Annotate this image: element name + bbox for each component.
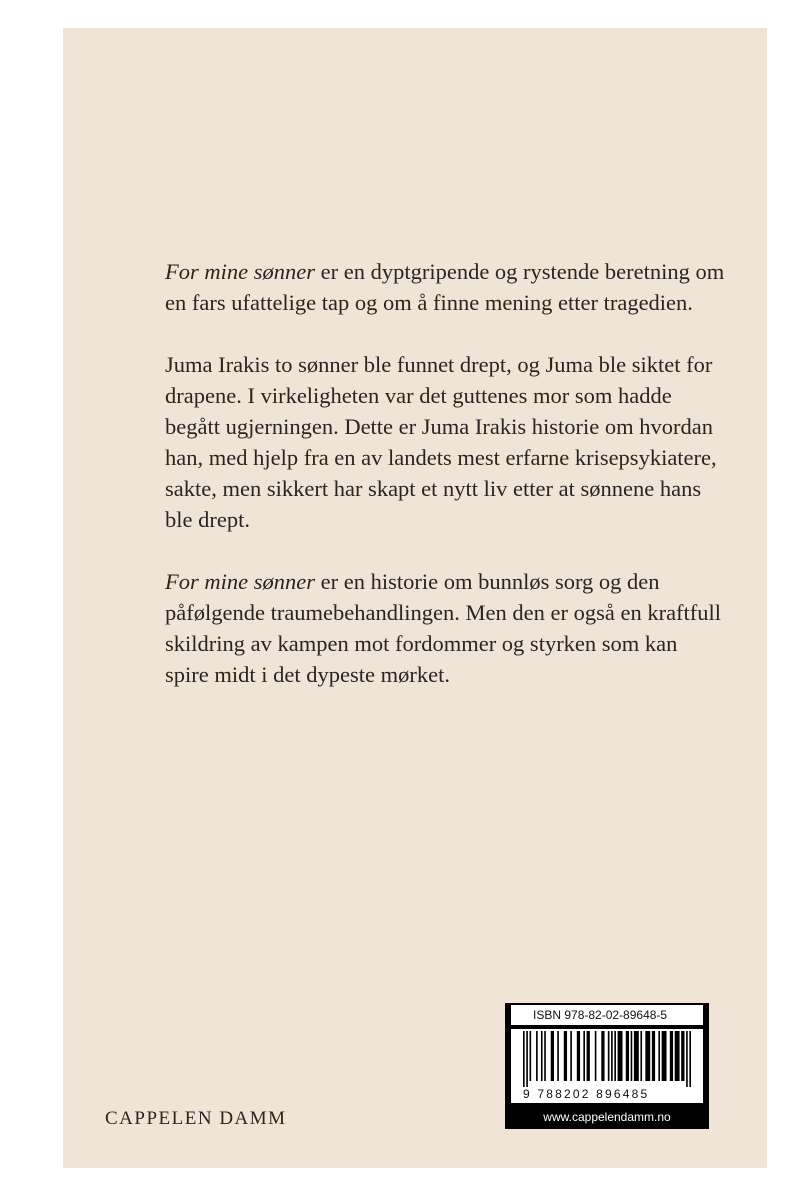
barcode-bar [611, 1031, 613, 1081]
barcode-bar [614, 1031, 616, 1081]
barcode-bar [541, 1031, 543, 1081]
barcode-bar [626, 1031, 629, 1081]
barcode-bar [544, 1031, 546, 1081]
barcode-bar [689, 1031, 691, 1087]
barcode-bar [645, 1031, 650, 1081]
barcode-bar [686, 1031, 688, 1087]
barcode-bar [634, 1031, 639, 1081]
barcode-bar [681, 1031, 684, 1081]
barcode-bar [658, 1031, 660, 1081]
barcode-bar [595, 1031, 597, 1081]
barcode-bar [608, 1031, 610, 1081]
barcode-bar [557, 1031, 559, 1081]
barcode-bar [564, 1031, 567, 1081]
barcode-bar [631, 1031, 633, 1081]
blurb-paragraph-3 [165, 566, 725, 690]
barcode-bar [652, 1031, 655, 1081]
publisher-logo: CAPPELEN DAMM [105, 1108, 287, 1129]
barcode-bar [530, 1031, 532, 1081]
isbn-label: ISBN 978-82-02-89648-5 [511, 1005, 703, 1025]
barcode-bar [570, 1031, 572, 1081]
blurb-text [165, 256, 725, 721]
book-title-italic: For mine sønner [165, 259, 315, 284]
barcode-bar [601, 1031, 604, 1081]
barcode-bar [662, 1031, 667, 1081]
isbn-barcode-block [505, 1003, 709, 1129]
book-title-italic: For mine sønner [165, 569, 315, 594]
blurb-paragraph-3-text: er en historie om bunnløs sorg og den påfølgende traumebehandlingen. Men den er også en kraftfull skildring av kampen mot fordommer og styrken som kan spire midt i det dypeste mørket. [165, 569, 722, 687]
barcode-digits: 9 788202 896485 [523, 1087, 650, 1101]
barcode-bar [670, 1031, 673, 1081]
barcode-bars [523, 1031, 691, 1087]
blurb-paragraph-2: Juma Irakis to sønner ble funnet drept, og Juma ble siktet for drapene. I virkeligheten var det guttenes mor som hadde begått ugjerningen. Dette er Juma Irakis historie om hvordan han, med hjelp fra en av landets mest erfarne krisepsykiatere, sakte, men sikkert har skapt et nytt liv etter at sønnene hans ble drept. [165, 352, 717, 532]
back-cover [63, 28, 767, 1168]
barcode-bar [536, 1031, 538, 1081]
barcode-bar [577, 1031, 580, 1081]
barcode-bar [587, 1031, 590, 1081]
publisher-url: www.cappelendamm.no [543, 1110, 671, 1124]
barcode [511, 1029, 703, 1103]
barcode-bar [618, 1031, 623, 1081]
barcode-bar [583, 1031, 585, 1081]
barcode-bar [640, 1031, 642, 1081]
blurb-paragraph-1 [165, 256, 725, 318]
barcode-bar [675, 1031, 680, 1081]
blurb-paragraph-1-text: er en dyptgripende og rystende beretning om en fars ufattelige tap og om å finne mening etter tragedien. [165, 259, 725, 315]
barcode-bar [523, 1031, 525, 1087]
barcode-bar [551, 1031, 554, 1081]
barcode-bar [526, 1031, 528, 1087]
